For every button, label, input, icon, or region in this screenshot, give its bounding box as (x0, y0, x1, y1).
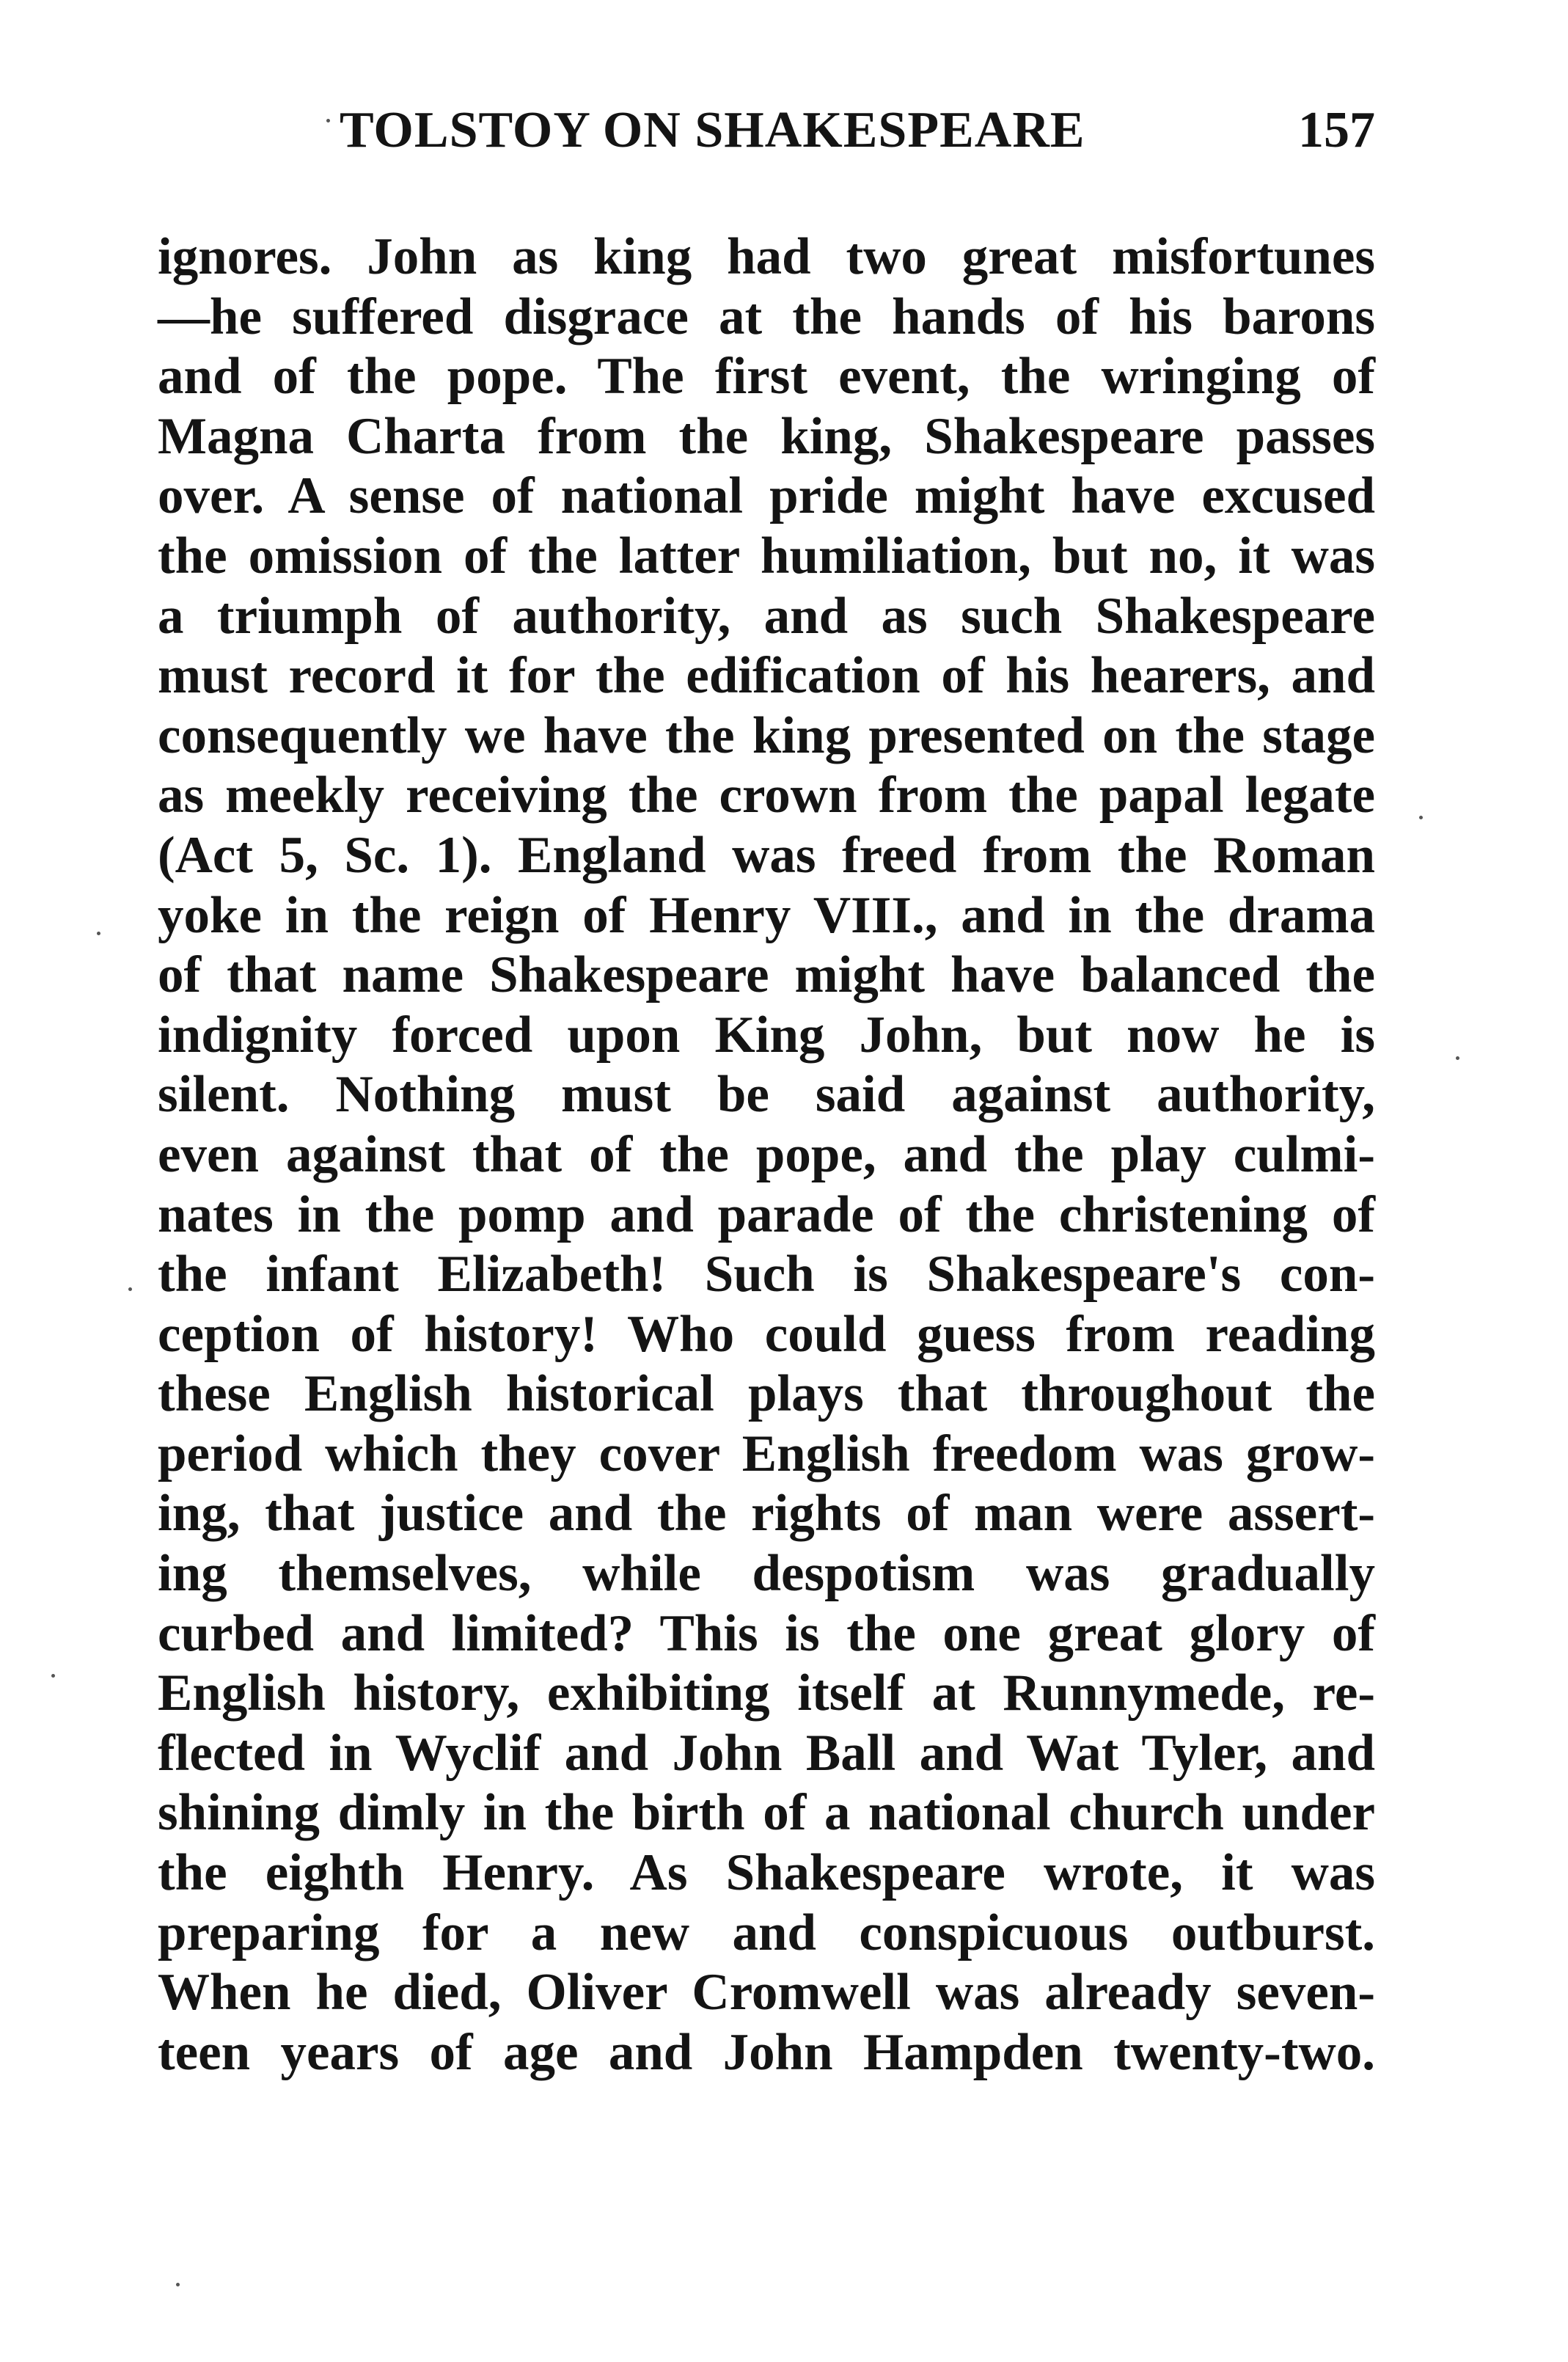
text-line: flected in Wyclif and John Ball and Wat Tyler, and (158, 1724, 1375, 1782)
text-line: yoke in the reign of Henry VIII., and in the drama (158, 886, 1375, 944)
text-line: preparing for a new and conspicuous outburst. (158, 1904, 1375, 1961)
text-line: Magna Charta from the king, Shakespeare passes (158, 407, 1375, 465)
text-line: these English historical plays that throughout the (158, 1365, 1375, 1423)
text-line: ception of history! Who could guess from reading (158, 1305, 1375, 1363)
text-line: the infant Elizabeth! Such is Shakespeare's con- (158, 1246, 1375, 1304)
text-line: indignity forced upon King John, but now he is (158, 1006, 1375, 1064)
scan-speck (128, 1287, 132, 1291)
text-line: a triumph of authority, and as such Shakespeare (158, 587, 1375, 645)
text-line: shining dimly in the birth of a national church under (158, 1784, 1375, 1842)
text-line: must record it for the edification of his hearers, and (158, 647, 1375, 705)
scan-speck (51, 1674, 55, 1678)
scan-speck (1419, 816, 1423, 819)
scan-speck (176, 2283, 180, 2286)
text-line: teen years of age and John Hampden twenty-two. (158, 2023, 1375, 2081)
text-line: When he died, Oliver Cromwell was already seven- (158, 1964, 1375, 2022)
text-line: ing themselves, while despotism was gradually (158, 1545, 1375, 1603)
scan-speck (326, 119, 330, 123)
text-line: —he suffered disgrace at the hands of his barons (158, 288, 1375, 345)
text-line: and of the pope. The first event, the wringing of (158, 348, 1375, 406)
running-title: TOLSTOY ON SHAKESPEARE (340, 102, 1085, 158)
text-line: ing, that justice and the rights of man were assert- (158, 1485, 1375, 1543)
text-line: curbed and limited? This is the one great glory of (158, 1604, 1375, 1662)
text-line: the omission of the latter humiliation, but no, it was (158, 527, 1375, 585)
text-line: of that name Shakespeare might have balanced the (158, 946, 1375, 1004)
text-line: silent. Nothing must be said against authority, (158, 1066, 1375, 1124)
page-number: 157 (1298, 102, 1375, 158)
running-head (158, 101, 1375, 167)
scan-speck (1456, 1056, 1459, 1060)
text-line: period which they cover English freedom was grow- (158, 1425, 1375, 1482)
text-line: consequently we have the king presented on the stage (158, 706, 1375, 764)
text-line: nates in the pomp and parade of the christening of (158, 1185, 1375, 1243)
scan-speck (97, 932, 100, 935)
text-line: (Act 5, Sc. 1). England was freed from the Roman (158, 826, 1375, 884)
text-line: English history, exhibiting itself at Runnymede, re- (158, 1664, 1375, 1722)
text-line: the eighth Henry. As Shakespeare wrote, it was (158, 1844, 1375, 1902)
text-line: ignores. John as king had two great misfortunes (158, 228, 1375, 285)
text-line: even against that of the pope, and the play culmi- (158, 1125, 1375, 1183)
text-line: over. A sense of national pride might have excused (158, 467, 1375, 525)
body-text (158, 227, 1375, 2083)
text-line: as meekly receiving the crown from the papal legate (158, 767, 1375, 824)
